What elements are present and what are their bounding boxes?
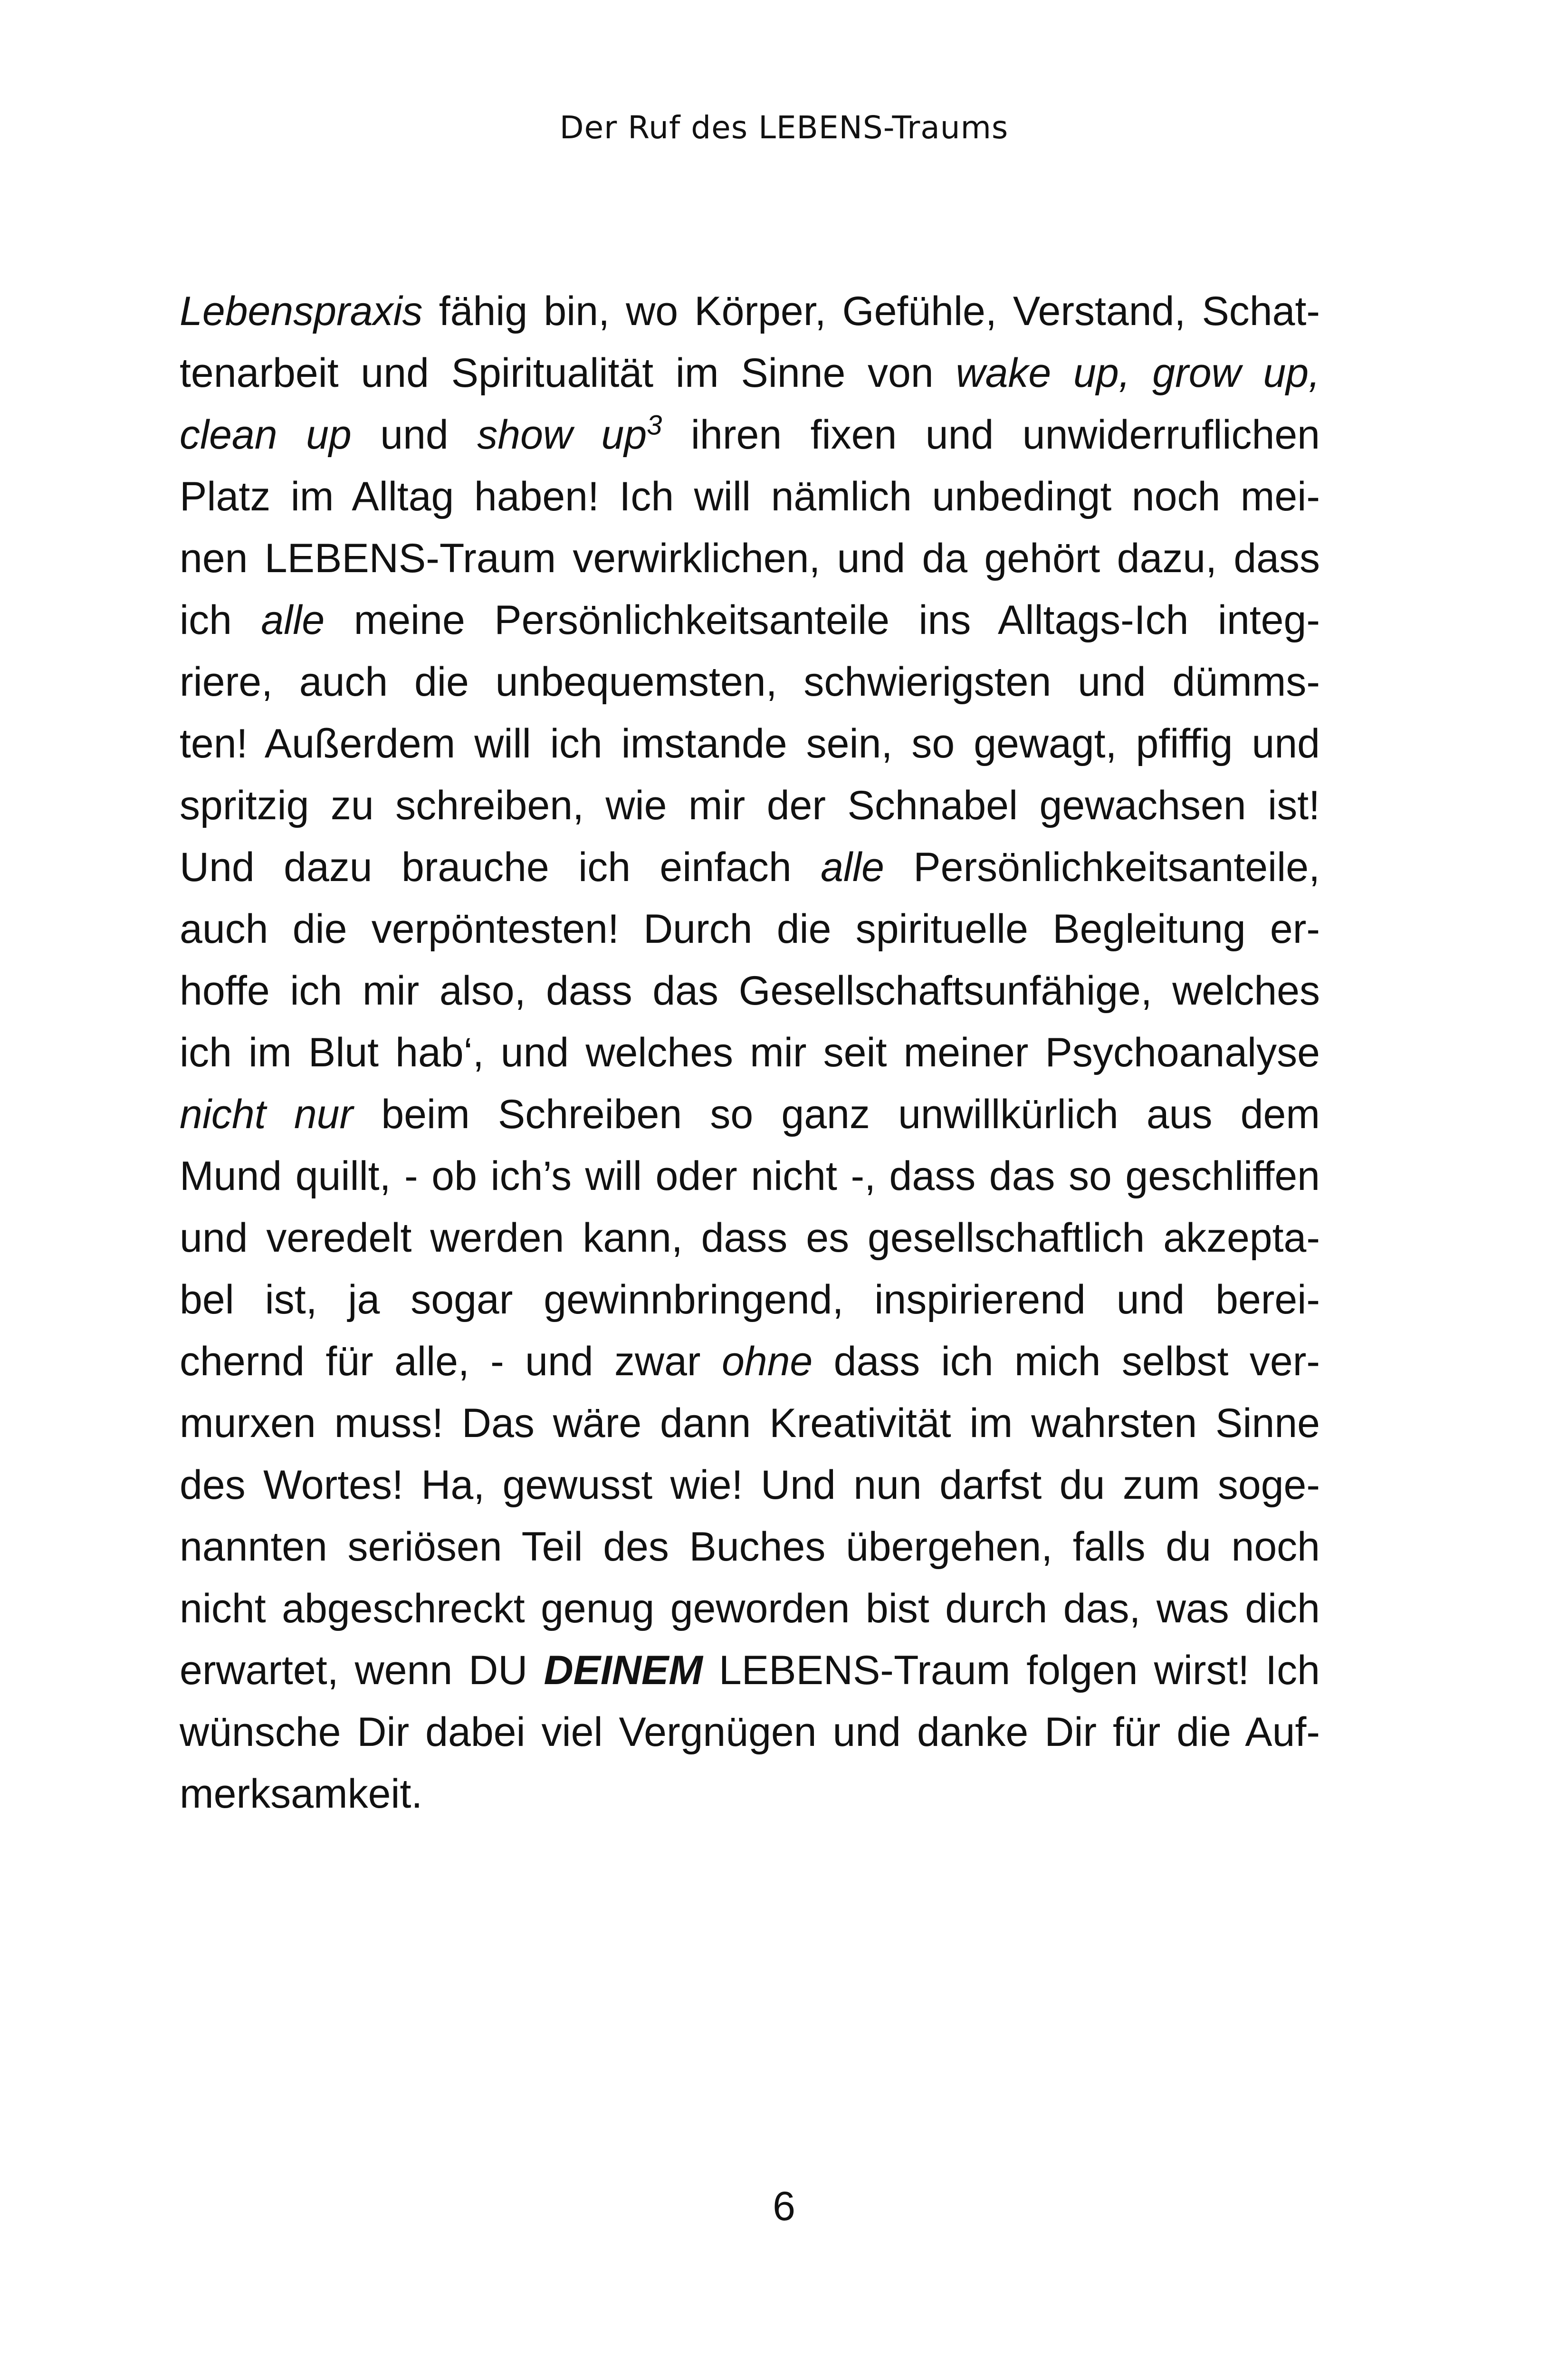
text-segment: LEBENS-Traum folgen wirst! Ich — [702, 1648, 1320, 1693]
text-line — [180, 836, 1320, 898]
text-segment: tenarbeit und Spiritualität im Sinne von — [180, 350, 956, 396]
text-line: murxen muss! Das wäre dann Kreativität im wahrsten Sinne — [180, 1400, 1320, 1446]
text-segment: ich — [180, 597, 261, 643]
text-segment: erwartet, wenn DU — [180, 1648, 544, 1693]
text-segment: chernd für alle, - und zwar — [180, 1339, 722, 1384]
text-line: ten! Außerdem will ich imstande sein, so gewagt, pfiffig und — [180, 721, 1320, 766]
italic-emphasis: Lebenspraxis — [180, 288, 423, 334]
text-segment: dass ich mich selbst ver- — [813, 1339, 1320, 1384]
text-line: spritzig zu schreiben, wie mir der Schnabel gewachsen ist! — [180, 783, 1320, 828]
italic-emphasis: alle — [261, 597, 325, 643]
text-line: und veredelt werden kann, dass es gesellschaftlich akzepta- — [180, 1215, 1320, 1261]
text-line: nannten seriösen Teil des Buches übergehen, falls du noch — [180, 1524, 1320, 1570]
text-line — [180, 1639, 1320, 1701]
text-line: ich im Blut hab‘, und welches mir seit meiner Psychoanalyse — [180, 1030, 1320, 1075]
italic-emphasis: nicht nur — [180, 1092, 354, 1137]
text-segment: meine Persönlichkeitsanteile ins Alltags-Ich integ- — [325, 597, 1320, 643]
text-line — [180, 1083, 1320, 1145]
text-line: nicht abgeschreckt genug geworden bist durch das, was dich — [180, 1586, 1320, 1631]
footnote-reference — [647, 410, 662, 441]
text-line: Mund quillt, - ob ich’s will oder nicht -, dass das so geschliffen — [180, 1153, 1320, 1199]
bold-italic-word: DEINEM — [544, 1648, 703, 1693]
footnote-number: 3 — [647, 410, 662, 441]
text-segment: ihren fixen und unwiderruflichen — [662, 412, 1320, 458]
text-line — [180, 1331, 1320, 1392]
text-line — [180, 589, 1320, 651]
italic-emphasis: wake up, grow up, — [956, 350, 1320, 396]
text-line: Platz im Alltag haben! Ich will nämlich unbedingt noch mei- — [180, 474, 1320, 519]
text-line: auch die verpöntesten! Durch die spirituelle Begleitung er- — [180, 906, 1320, 952]
text-line — [180, 404, 1320, 466]
body-text — [180, 280, 1320, 1825]
text-line: nen LEBENS-Traum verwirklichen, und da gehört dazu, dass — [180, 536, 1320, 581]
italic-emphasis: show up — [477, 412, 647, 458]
text-segment: Persönlichkeitsanteile, — [884, 844, 1320, 890]
italic-emphasis: ohne — [721, 1339, 813, 1384]
text-line — [180, 280, 1320, 342]
text-line: riere, auch die unbequemsten, schwierigsten und dümms- — [180, 659, 1320, 705]
text-segment: Und dazu brauche ich einfach — [180, 844, 821, 890]
text-line: bel ist, ja sogar gewinnbringend, inspirierend und berei- — [180, 1277, 1320, 1322]
text-segment: fähig bin, wo Körper, Gefühle, Verstand, Schat- — [422, 288, 1320, 334]
bold-italic-emphasis — [544, 1648, 702, 1693]
italic-emphasis: alle — [821, 844, 884, 890]
text-line: wünsche Dir dabei viel Vergnügen und danke Dir für die Auf- — [180, 1709, 1320, 1755]
text-line: des Wortes! Ha, gewusst wie! Und nun darfst du zum soge- — [180, 1462, 1320, 1508]
text-line: merksamkeit. — [180, 1771, 423, 1817]
running-header: Der Ruf des LEBENS-Traums — [559, 109, 1009, 146]
text-segment: beim Schreiben so ganz unwillkürlich aus dem — [353, 1092, 1320, 1137]
italic-emphasis: clean up — [180, 412, 352, 458]
page-number: 6 — [773, 2184, 795, 2229]
text-line: hoffe ich mir also, dass das Gesellschaftsunfähige, welches — [180, 968, 1320, 1014]
text-line — [180, 342, 1320, 404]
text-segment: und — [351, 412, 478, 458]
